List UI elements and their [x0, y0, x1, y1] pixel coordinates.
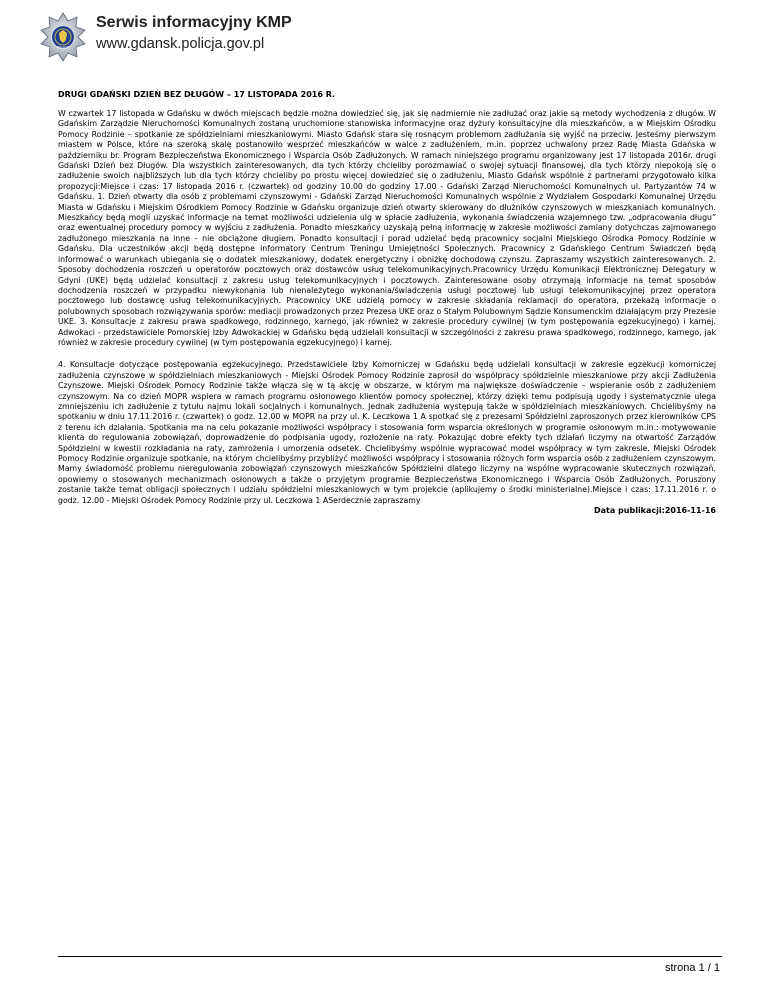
site-header: [40, 12, 740, 66]
publication-date: Data publikacji:2016-11-16: [594, 506, 716, 515]
page-indicator: strona 1 / 1: [664, 962, 720, 974]
article: [58, 90, 716, 518]
site-title: Serwis informacyjny KMP: [96, 14, 292, 31]
article-title: DRUGI GDAŃSKI DZIEŃ BEZ DŁUGÓW – 17 LISTOPADA 2016 R.: [58, 90, 336, 99]
badge-text: POLICJA: [56, 45, 70, 50]
site-url: www.gdansk.policja.gov.pl: [96, 36, 265, 52]
article-paragraph: 4. Konsultacje dotyczące postępowania egzekucyjnego. Przedstawiciele Izby Komorniczej w Gdańsku będą udzielali konsultacji w zakresie egzekucji komorniczej zadłużenia czynszowe w spółdzielniach mieszkaniowych - Miejski Ośrodek Pomocy Rodzinie zaprosił do współpracy spółdzielnie mieszkaniowe przy akcji Zadłużenia Czynszowe. Miejski Ośrodek Pomocy Rodzinie także włącza się w tą akcję w obszarze, w którym ma największe doświadczenie – wspieranie osób z zadłużeniem czynszowym. Na co dzień MOPR wspiera w ramach programu osłonowego klientów pomocy społecznej, którzy dzięki temu podpisują ugody i systematycznie ulega zmniejszeniu ich zadłużenie z tytułu najmu lokali socjalnych i komunalnych. Jednak zadłużenia występują także w spółdzielniach mieszkaniowych. Chcielibyśmy na spotkaniu w dniu 17.11.2016 r. (czwartek) o godz. 12.00 w MOPR na przy ul. K. Leczkowa 1 A spotkać się z prezesami Spółdzielni zaproszonych przez kierowników CPS z terenu ich działania. Spotkania ma na celu pokazanie możliwości współpracy i stosowania form wsparcia określonych w programie osłonowym m.in.: motywowanie klienta do regulowania zobowiązań, doprowadzenie do podpisania ugody, rozłożenie na raty. Pokazując dobre efekty tych działań liczymy na otwartość Zarządów Spółdzielni w kwestii rozkładania na raty, zamrożenia i umorzenia odsetek. Chcielibyśmy wspólnie wypracować model współpracy w tym zakresie. Miejski Ośrodek Pomocy Rodzinie organizuje spotkanie, na którym chcielibyśmy przybliżyć możliwości współpracy i stosowania różnych form wsparcia osób z zadłużeniem czynszowym. Mamy świadomość problemu nieregulowania zobowiązań czynszowych mieszkańców Spółdzielni dlatego liczymy na wspólne wypracowanie skutecznych rozwiązań. opowiemy o stosowanych mechanizmach osłonowych a także o przyjętym programie Bezpieczeństwa Ekonomicznego i Wsparcia Osób Zadłużonych. Poruszony zostanie także temat obligacji społecznych i udziału spółdzielni mieszkaniowych w tym projekcie (aplikujemy o środki ministerialne).Miejsce i czas: 17.11.2016 r. o godz. 12.00 - Miejski Ośrodek Pomocy Rodzinie przy ul. Leczkowa 1 ASerdecznie zapraszamy: [58, 360, 716, 505]
footer-divider: [58, 956, 722, 957]
article-paragraph: W czwartek 17 listopada w Gdańsku w dwóch miejscach będzie można dowiedzieć się, jak się nadmiernie nie zadłużać oraz jakie są metody wychodzenia z długów. W Gdańskim Zarządzie Nieruchomości Komunalnych zostaną uruchomione stanowiska informacyjne oraz dyżury konsultacyjne dla mieszkańców, a w Miejskim Ośrodku Pomocy Rodzinie – spotkanie ze spółdzielniami mieszkaniowymi. Miasto Gdańsk stara się rosnącym problemom zadłużania się wyjść na przeciw. Jesteśmy pierwszym miastem w Polsce, które na szeroką skalę postanowiło wesprzeć mieszkańców w walce z zadłużeniem, m.in. poprzez uchwalony przez Radę Miasta Gdańska w październiku br. Program Bezpieczeństwa Ekonomicznego i Wsparcia Osób Zadłużonych. W ramach niniejszego programu organizowany jest 17 listopada 2016r. drugi Gdański Dzień bez Długów. Dla wszystkich zainteresowanych, dla tych którzy chcieliby porozmawiać o swojej sytuacji finansowej, dla tych którzy niepokoją się o zadłużenie swoich najbliższych lub dla tych którzy chcieliby po prostu więcej dowiedzieć się o zadłużeniu, Miasto Gdańsk wspólnie z partnerami przygotowało kilka propozycji:Miejsce i czas: 17 listopada 2016 r. (czwartek) od godziny 10.00 do godziny 17.00 - Gdański Zarząd Nieruchomości Komunalnych ul. Partyzantów 74 w Gdańsku. 1. Dzień otwarty dla osób z problemami czynszowymi - Gdański Zarząd Nieruchomości Komunalnych wspólnie z Wydziałem Gospodarki Komunalnej Urzędu Miasta w Gdańsku i Miejskim Ośrodkiem Pomocy Rodzinie w Gdańsku organizuje dzień otwarty skierowany do dłużników czynszowych w mieszkaniach komunalnych. Mieszkańcy będą mogli uzyskać informacje na temat możliwości udzielenia ulg w spłacie zadłużenia, wykonania świadczenia wzajemnego tzw. „odpracowania długu” oraz ewentualnej procedury pomocy w wyjściu z zadłużenia. Ponadto mieszkańcy uzyskają pełną informację w zakresie możliwości zamiany dotychczas zajmowanego zadłużonego mieszkania na inne – nie obciążone długiem. Ponadto konsultacji i porad udzielać będą pracownicy socjalni Miejskiego Ośrodka Pomocy Rodzinie w Gdańsku. Dla uczestników akcji będą dostępne informatory Centrum Treningu Umiejętności Społecznych. Pracownicy z Gdańskiego Centrum Świadczeń będą informować o warunkach ubiegania się o dodatek mieszkaniowy, dodatek energetyczny i obniżkę dochodową czynszu. Zapraszamy wszystkich zainteresowanych. 2. Sposoby dochodzenia roszczeń u operatorów pocztowych oraz dostawców usług telekomunikacyjnych.Pracownicy Urzędu Komunikacji Elektronicznej Delegatury w Gdyni (UKE) będą udzielać konsultacji z zakresu usług telekomunikacyjnych i pocztowych. Zainteresowane osoby otrzymają informacje na temat sposobów dochodzenia roszczeń w przypadku niewykonania lub nienależytego wykonania/świadczenia usługi pocztowej lub usługi telekomunikacyjnej przez operatora pocztowego lub dostawcę usług telekomunikacyjnych. Pracownicy UKE udzielą pomocy w zakresie składania reklamacji do operatora, przekażą informacje o polubownych sposobach rozwiązywania sporów: mediacji prowadzonych przez Prezesa UKE oraz o Stałym Polubownym Sądzie Konsumenckim działającym przy Prezesie UKE. 3. Konsultacje z zakresu prawa spadkowego, rodzinnego, karnego, jak również w zakresie procedury cywilnej (w tym postępowania egzekucyjnego) i karnej. Adwokaci - przedstawiciele Pomorskiej Izby Adwokackiej w Gdańsku będą udzielali konsultacji w szczególności z zakresu prawa spadkowego, rodzinnego, karnego, jak również w zakresie procedury cywilnej (w tym postępowania egzekucyjnego) i karnej.: [58, 109, 716, 347]
police-star-badge-icon: [40, 12, 86, 62]
